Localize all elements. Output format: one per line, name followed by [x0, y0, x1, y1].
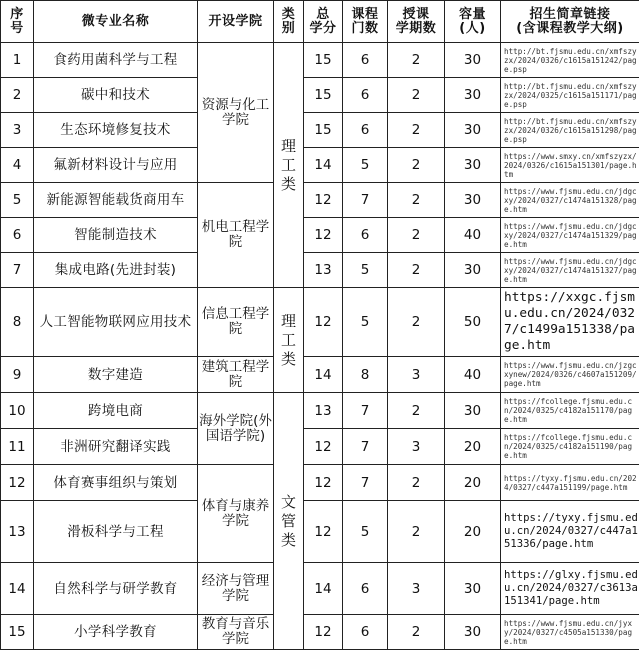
row-credits: 15: [304, 113, 343, 148]
college-cell: 海外学院(外国语学院): [198, 393, 274, 465]
header-courses: 课程 门数: [343, 1, 388, 43]
row-terms: 2: [388, 78, 445, 113]
row-link[interactable]: https://www.fjsmu.edu.cn/jdgcxy/2024/0327/c1474a151328/page.htm: [501, 183, 639, 218]
row-name: 新能源智能载货商用车: [34, 183, 198, 218]
row-index: 2: [1, 78, 34, 113]
row-capacity: 30: [445, 563, 501, 615]
category-cell: 理 工 类: [274, 288, 304, 393]
row-terms: 2: [388, 218, 445, 253]
row-courses: 6: [343, 113, 388, 148]
row-name: 生态环境修复技术: [34, 113, 198, 148]
row-credits: 14: [304, 357, 343, 393]
row-credits: 12: [304, 465, 343, 501]
category-cell: 理 工 类: [274, 43, 304, 288]
row-index: 10: [1, 393, 34, 429]
row-name: 碳中和技术: [34, 78, 198, 113]
header-row: [1, 1, 639, 43]
row-link[interactable]: https://www.smxy.cn/xmfszyzx/2024/0326/c1615a151301/page.htm: [501, 148, 639, 183]
row-courses: 5: [343, 501, 388, 563]
row-terms: 2: [388, 501, 445, 563]
row-terms: 2: [388, 288, 445, 357]
table-row: [1, 615, 639, 650]
row-terms: 2: [388, 615, 445, 650]
row-name: 智能制造技术: [34, 218, 198, 253]
header-credits: 总 学分: [304, 1, 343, 43]
row-link[interactable]: https://www.fjsmu.edu.cn/jdgcxy/2024/0327/c1474a151329/page.htm: [501, 218, 639, 253]
row-capacity: 30: [445, 615, 501, 650]
row-credits: 12: [304, 501, 343, 563]
row-name: 体育赛事组织与策划: [34, 465, 198, 501]
table-row: [1, 393, 639, 429]
row-credits: 12: [304, 288, 343, 357]
table-row: [1, 218, 639, 253]
row-link[interactable]: https://glxy.fjsmu.edu.cn/2024/0327/c3613a151341/page.htm: [501, 563, 639, 615]
row-terms: 2: [388, 43, 445, 78]
row-courses: 7: [343, 429, 388, 465]
row-capacity: 20: [445, 465, 501, 501]
row-index: 4: [1, 148, 34, 183]
row-link[interactable]: https://fcollege.fjsmu.edu.cn/2024/0325/c4182a151190/page.htm: [501, 429, 639, 465]
row-name: 跨境电商: [34, 393, 198, 429]
row-capacity: 30: [445, 393, 501, 429]
row-link[interactable]: https://www.fjsmu.edu.cn/jyxy/2024/0327/c4505a151330/page.htm: [501, 615, 639, 650]
row-index: 9: [1, 357, 34, 393]
row-capacity: 20: [445, 429, 501, 465]
college-cell: 体育与康养学院: [198, 465, 274, 563]
row-capacity: 30: [445, 113, 501, 148]
row-credits: 12: [304, 429, 343, 465]
row-courses: 7: [343, 465, 388, 501]
header-college: 开设学院: [198, 1, 274, 43]
row-capacity: 30: [445, 148, 501, 183]
row-link[interactable]: https://fcollege.fjsmu.edu.cn/2024/0325/c4182a151170/page.htm: [501, 393, 639, 429]
row-link[interactable]: https://xxgc.fjsmu.edu.cn/2024/0327/c1499a151338/page.htm: [501, 288, 639, 357]
table-row: [1, 288, 639, 357]
college-cell: 建筑工程学院: [198, 357, 274, 393]
row-capacity: 50: [445, 288, 501, 357]
row-courses: 5: [343, 288, 388, 357]
row-terms: 2: [388, 253, 445, 288]
row-courses: 7: [343, 183, 388, 218]
header-index: 序 号: [1, 1, 34, 43]
header-name: 微专业名称: [34, 1, 198, 43]
table-row: [1, 183, 639, 218]
row-courses: 7: [343, 393, 388, 429]
row-terms: 2: [388, 183, 445, 218]
row-terms: 2: [388, 393, 445, 429]
row-index: 15: [1, 615, 34, 650]
row-credits: 14: [304, 563, 343, 615]
row-capacity: 40: [445, 357, 501, 393]
row-index: 8: [1, 288, 34, 357]
row-terms: 2: [388, 148, 445, 183]
row-credits: 13: [304, 393, 343, 429]
row-credits: 12: [304, 615, 343, 650]
college-cell: 资源与化工学院: [198, 43, 274, 183]
row-courses: 5: [343, 148, 388, 183]
row-capacity: 20: [445, 501, 501, 563]
row-credits: 12: [304, 183, 343, 218]
table-row: [1, 429, 639, 465]
row-index: 7: [1, 253, 34, 288]
row-credits: 14: [304, 148, 343, 183]
row-credits: 13: [304, 253, 343, 288]
table-row: [1, 148, 639, 183]
row-name: 滑板科学与工程: [34, 501, 198, 563]
row-index: 13: [1, 501, 34, 563]
row-index: 11: [1, 429, 34, 465]
header-category: 类 别: [274, 1, 304, 43]
table-row: [1, 253, 639, 288]
row-terms: 3: [388, 429, 445, 465]
table-row: [1, 78, 639, 113]
row-name: 数字建造: [34, 357, 198, 393]
row-terms: 3: [388, 357, 445, 393]
header-terms: 授课 学期数: [388, 1, 445, 43]
row-name: 食药用菌科学与工程: [34, 43, 198, 78]
header-link: 招生简章链接 (含课程教学大纲): [501, 1, 639, 43]
header-capacity: 容量 (人): [445, 1, 501, 43]
table-row: [1, 465, 639, 501]
row-name: 氟新材料设计与应用: [34, 148, 198, 183]
row-index: 14: [1, 563, 34, 615]
row-courses: 5: [343, 253, 388, 288]
row-link[interactable]: http://bt.fjsmu.edu.cn/xmfszyzx/2024/0326/c1615a151242/page.psp: [501, 43, 639, 78]
row-name: 自然科学与研学教育: [34, 563, 198, 615]
row-courses: 6: [343, 218, 388, 253]
row-capacity: 30: [445, 43, 501, 78]
college-cell: 教育与音乐学院: [198, 615, 274, 650]
row-courses: 8: [343, 357, 388, 393]
row-capacity: 30: [445, 78, 501, 113]
row-name: 人工智能物联网应用技术: [34, 288, 198, 357]
table-row: [1, 501, 639, 563]
row-link[interactable]: https://tyxy.fjsmu.edu.cn/2024/0327/c447a151336/page.htm: [501, 501, 639, 563]
row-credits: 15: [304, 43, 343, 78]
row-courses: 6: [343, 563, 388, 615]
table-row: [1, 43, 639, 78]
row-courses: 6: [343, 43, 388, 78]
row-terms: 3: [388, 563, 445, 615]
row-link[interactable]: http://bt.fjsmu.edu.cn/xmfszyzx/2024/0326/c1615a151298/page.psp: [501, 113, 639, 148]
row-link[interactable]: http://bt.fjsmu.edu.cn/xmfszyzx/2024/0325/c1615a151171/page.psp: [501, 78, 639, 113]
row-index: 3: [1, 113, 34, 148]
college-cell: 信息工程学院: [198, 288, 274, 357]
row-index: 1: [1, 43, 34, 78]
row-index: 6: [1, 218, 34, 253]
row-index: 5: [1, 183, 34, 218]
row-terms: 2: [388, 465, 445, 501]
row-name: 非洲研究翻译实践: [34, 429, 198, 465]
row-credits: 12: [304, 218, 343, 253]
row-capacity: 30: [445, 253, 501, 288]
row-link[interactable]: https://tyxy.fjsmu.edu.cn/2024/0327/c447a151199/page.htm: [501, 465, 639, 501]
table-row: [1, 563, 639, 615]
row-name: 集成电路(先进封装): [34, 253, 198, 288]
row-name: 小学科学教育: [34, 615, 198, 650]
row-link[interactable]: https://www.fjsmu.edu.cn/jdgcxy/2024/0327/c1474a151327/page.htm: [501, 253, 639, 288]
row-courses: 6: [343, 615, 388, 650]
college-cell: 机电工程学院: [198, 183, 274, 288]
row-index: 12: [1, 465, 34, 501]
row-courses: 6: [343, 78, 388, 113]
row-credits: 15: [304, 78, 343, 113]
table-row: [1, 357, 639, 393]
row-terms: 2: [388, 113, 445, 148]
row-capacity: 30: [445, 183, 501, 218]
table-row: [1, 113, 639, 148]
row-capacity: 40: [445, 218, 501, 253]
row-link[interactable]: https://www.fjsmu.edu.cn/jzgcxynew/2024/0326/c4607a151209/page.htm: [501, 357, 639, 393]
college-cell: 经济与管理学院: [198, 563, 274, 615]
category-cell: 文 管 类: [274, 393, 304, 650]
